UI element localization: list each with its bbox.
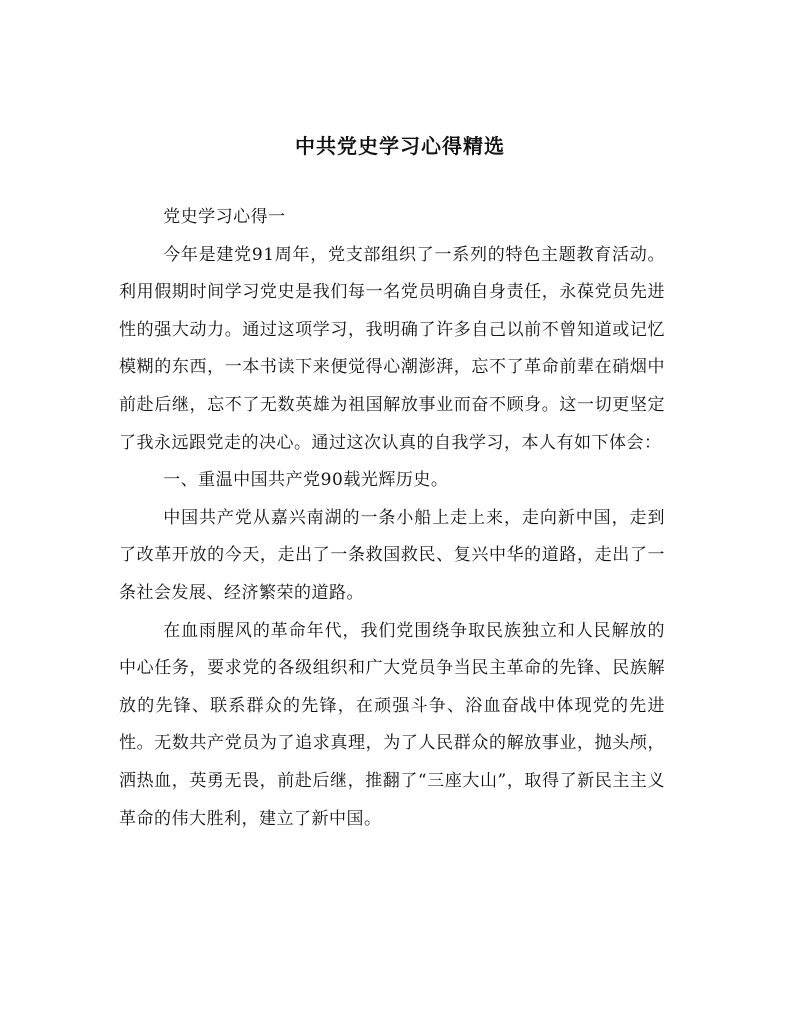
document-title: 中共党史学习心得精选 [295, 134, 505, 158]
paragraph: 中国共产党从嘉兴南湖的一条小船上走上来，走向新中国，走到了改革开放的今天，走出了一条救国救民、复兴中华的道路，走出了一条社会发展、经济繁荣的道路。 [119, 507, 665, 603]
section-heading: 党史学习心得一 [163, 207, 286, 227]
document-body [119, 199, 665, 838]
subsection-heading: 一、重温中国共产党90载光辉历史。 [163, 470, 449, 491]
paragraph: 今年是建党91周年，党支部组织了一系列的特色主题教育活动。利用假期时间学习党史是我们每一名党员明确自身责任，永葆党员先进性的强大动力。通过这项学习，我明确了许多自己以前不曾知道或记忆模糊的东西，一本书读下来便觉得心潮澎湃，忘不了革命前辈在硝烟中前赴后继，忘不了无数英雄为祖国解放事业而奋不顾身。这一切更坚定了我永远跟党走的决心。通过这次认真的自我学习，本人有如下体会： [119, 244, 665, 453]
paragraph: 在血雨腥风的革命年代，我们党围绕争取民族独立和人民解放的中心任务，要求党的各级组织和广大党员争当民主革命的先锋、民族解放的先锋、联系群众的先锋，在顽强斗争、浴血奋战中体现党的先进性。无数共产党员为了追求真理，为了人民群众的解放事业，抛头颅，洒热血，英勇无畏，前赴后继，推翻了“三座大山”，取得了新民主主义革命的伟大胜利，建立了新中国。 [119, 620, 665, 829]
